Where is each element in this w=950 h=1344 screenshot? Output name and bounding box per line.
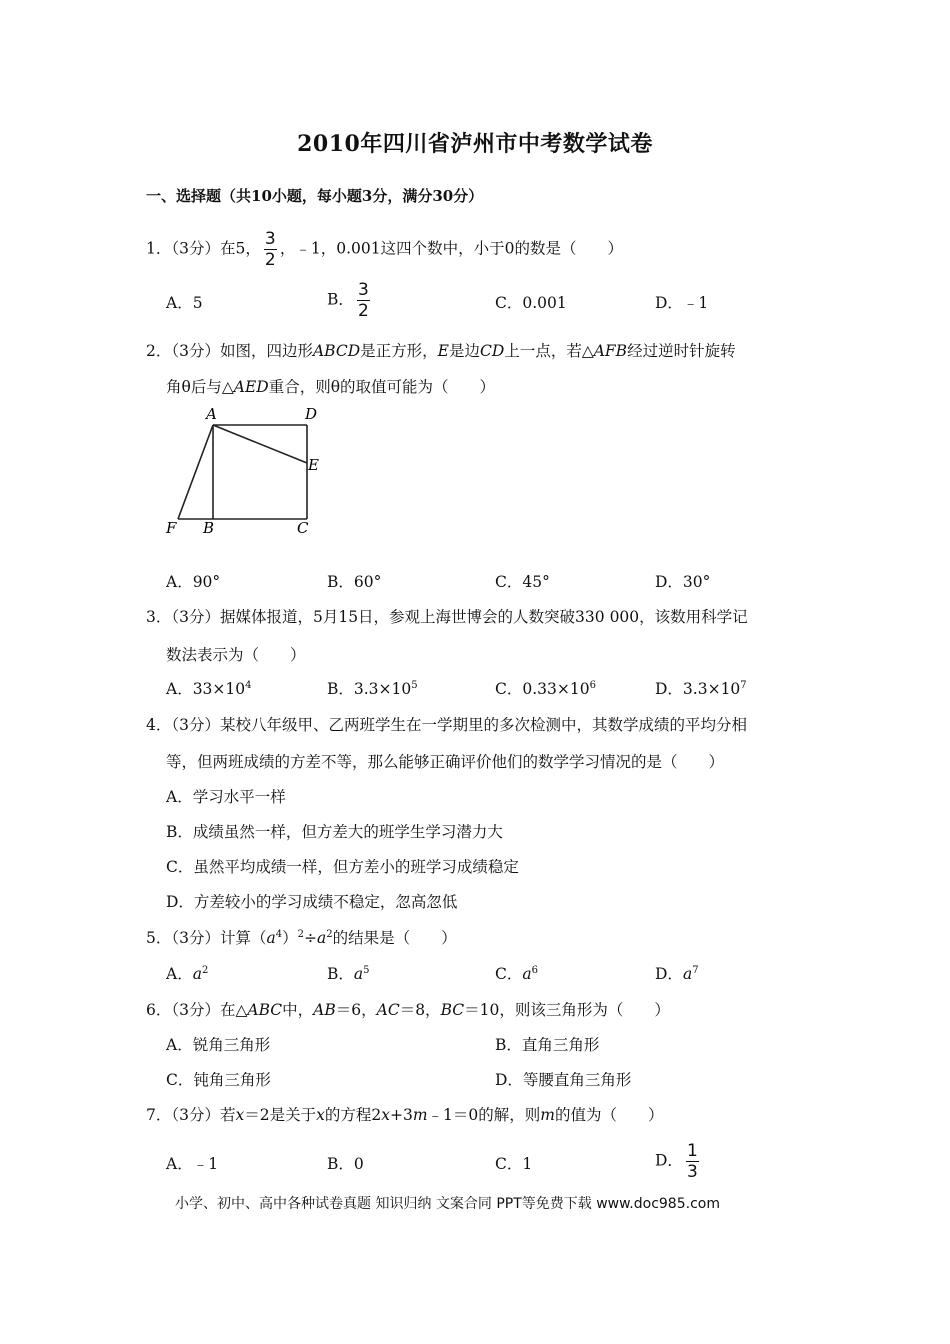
- q4-option-b: B．成绩虽然一样，但方差大的班学生学习潜力大: [166, 823, 503, 841]
- footer-text: 小学、初中、高中各种试卷真题 知识归纳 文案合同 PPT等免费下载 www.doc985.com: [175, 1196, 720, 1212]
- question-2: 2．（3分）如图，四边形ABCD是正方形，E是边CD上一点，若△AFB经过逆时针旋转: [146, 342, 736, 360]
- question-4: 4．（3分）某校八年级甲、乙两班学生在一学期里的多次检测中，其数学成绩的平均分相: [146, 716, 747, 734]
- segment-ae: [213, 425, 307, 463]
- label-b: B: [203, 519, 215, 537]
- q1-option-b: B． $\frac{3}{2}$: [327, 280, 369, 321]
- fraction-3-2: $\frac{3}{2}$: [264, 229, 276, 270]
- question-2-line-2: 角θ后与△AED重合，则θ的取值可能为（ ）: [166, 378, 496, 396]
- q4-option-c: C．虽然平均成绩一样，但方差小的班学习成绩稳定: [166, 858, 519, 876]
- q2-option-c: C．45°: [495, 573, 550, 591]
- question-6: 6．（3分）在△ABC中，AB＝6，AC＝8，BC＝10，则该三角形为（ ）: [146, 1001, 670, 1019]
- question-1: 1．（3分）在5， $\frac{3}{2}$ ，﹣1，0.001这四个数中，小于0的数是（ ）: [146, 229, 623, 270]
- q3-option-b: B．$3.3\times 10^5$: [327, 679, 418, 698]
- q5-option-a: A．$a^2$: [166, 964, 209, 983]
- q6-option-b: B．直角三角形: [495, 1036, 600, 1054]
- square-figure: [160, 400, 330, 545]
- segment-af: [178, 425, 213, 519]
- label-c: C: [297, 519, 309, 537]
- q2-option-b: B．60°: [327, 573, 382, 591]
- q3-option-d: D．$3.3\times 10^7$: [655, 679, 747, 698]
- q4-option-a: A．学习水平一样: [166, 788, 286, 806]
- q5-option-d: D．$a^7$: [655, 964, 699, 983]
- question-7: 7．（3分）若x＝2是关于x的方程2x+3m﹣1＝0的解，则m的值为（ ）: [146, 1106, 664, 1124]
- q7-option-d: D． $\frac{1}{3}$: [655, 1141, 698, 1182]
- q7-option-b: B．0: [327, 1155, 364, 1173]
- question-3: 3．（3分）据媒体报道，5月15日，参观上海世博会的人数突破330 000，该数用科学记: [146, 608, 748, 626]
- q2-option-d: D．30°: [655, 573, 711, 591]
- q7-option-a: A．﹣1: [166, 1155, 219, 1173]
- q6-option-c: C．钝角三角形: [166, 1071, 271, 1089]
- q1-option-c: C．0.001: [495, 294, 567, 312]
- q3-option-c: C．$0.33\times 10^6$: [495, 679, 596, 698]
- q5-option-b: B．$a^5$: [327, 964, 370, 983]
- page-title: 2010年四川省泸州市中考数学试卷: [297, 131, 653, 157]
- q1-option-a: A．5: [166, 294, 203, 312]
- label-d: D: [305, 405, 318, 423]
- label-a: A: [206, 405, 217, 423]
- q2-option-a: A．90°: [166, 573, 221, 591]
- q3-option-a: A．$33\times 10^4$: [166, 679, 252, 698]
- question-4-line-2: 等，但两班成绩的方差不等，那么能够正确评价他们的数学学习情况的是（ ）: [166, 753, 725, 771]
- q6-option-d: D．等腰直角三角形: [495, 1071, 632, 1089]
- q7-option-c: C．1: [495, 1155, 533, 1173]
- question-3-line-2: 数法表示为（ ）: [166, 646, 306, 664]
- label-e: E: [308, 456, 319, 474]
- label-f: F: [166, 519, 177, 537]
- question-5: 5．（3分）计算$(a^4)^2\div a^2$的结果是（ ）: [146, 928, 457, 947]
- q6-option-a: A．锐角三角形: [166, 1036, 271, 1054]
- q1-option-d: D．﹣1: [655, 294, 709, 312]
- q5-option-c: C．$a^6$: [495, 964, 538, 983]
- section-heading: 一、选择题（共10小题，每小题3分，满分30分）: [146, 187, 484, 205]
- q4-option-d: D．方差较小的学习成绩不稳定，忽高忽低: [166, 893, 458, 911]
